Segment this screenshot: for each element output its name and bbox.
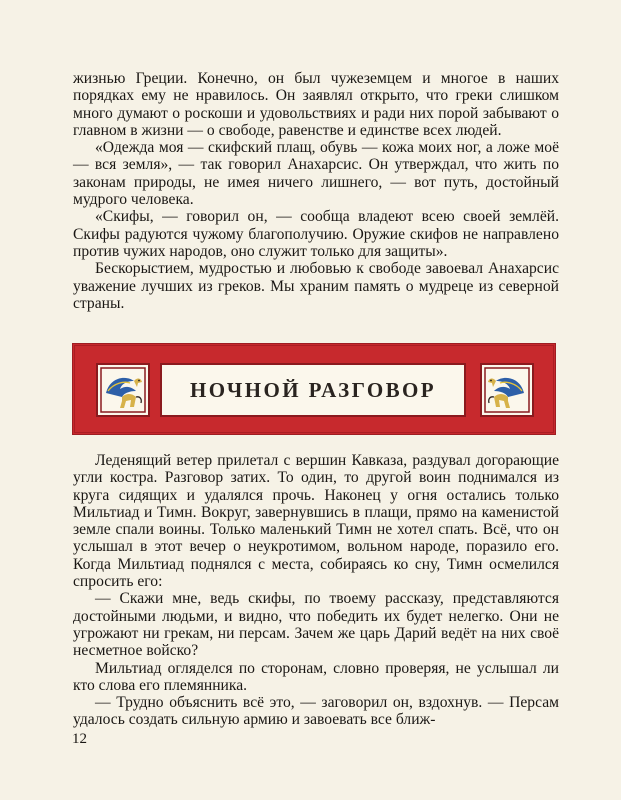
paragraph: — Трудно объяснить всё это, — заговорил он, вздохнув. — Персам удалось создать сильную армию и завоевать все ближ-	[73, 694, 559, 729]
paragraph: «Скифы, — говорил он, — сообща владеют всею своей землёй. Скифы радуются чужому благополучию. Оружие скифов не направлено против чужих народов, оно служит только для защиты».	[73, 208, 559, 260]
griffin-emblem-right	[480, 363, 534, 417]
paragraph: Леденящий ветер прилетал с вершин Кавказа, раздувал догорающие угли костра. Разговор затих. То один, то другой воин поднимался из круга сидящих и удалялся прочь. Наконец у огня остались только Мильтиад и Тимн. Вокруг, завернувшись в плащи, прямо на каменистой земле спали воины. Только маленький Тимн не хотел спать. Всё, что он услышал в этот вечер о неукротимом, вольном народе, поразило его. Когда Мильтиад поднялся с места, собираясь ко сну, Тимн осмелился спросить его:	[73, 452, 559, 591]
text-block-top	[73, 70, 559, 312]
griffin-icon	[96, 363, 150, 417]
griffin-emblem-left	[96, 363, 150, 417]
chapter-banner	[72, 343, 556, 435]
paragraph: Мильтиад огляделся по сторонам, словно проверяя, не услышал ли кто слова его племянника.	[73, 659, 559, 694]
paragraph: — Скажи мне, ведь скифы, по твоему рассказу, представляются достойными людьми, и видно, что победить их будет нелегко. Они не угрожают ни грекам, ни персам. Зачем же царь Дарий ведёт на них своё несметное войско?	[73, 590, 559, 660]
page-number: 12	[72, 731, 87, 747]
paragraph: «Одежда моя — скифский плащ, обувь — кожа моих ног, а ложе моё — вся земля», — так говорил Анахарсис. Он утверждал, что жить по законам природы, не имея ничего лишнего, — вот путь, достойный мудрого человека.	[73, 139, 559, 209]
chapter-title-plate	[160, 363, 466, 417]
text-block-bottom	[73, 452, 559, 729]
paragraph: жизнью Греции. Конечно, он был чужеземцем и многое в наших порядках ему не нравилось. Он заявлял открыто, что греки слишком много думают о роскоши и удовольствиях и ради них порой забывают о главном в жизни — о свободе, равенстве и единстве всех людей.	[73, 70, 559, 139]
paragraph: Бескорыстием, мудростью и любовью к свободе завоевал Анахарсис уважение лучших из греков. Мы храним память о мудреце из северной страны.	[73, 260, 559, 312]
griffin-icon	[480, 363, 534, 417]
chapter-title: НОЧНОЙ РАЗГОВОР	[189, 377, 437, 402]
